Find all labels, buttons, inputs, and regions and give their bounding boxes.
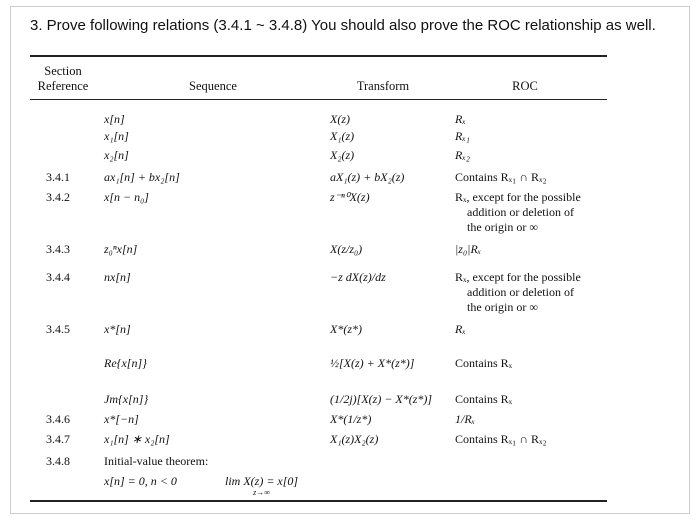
row-section: 3.4.3	[46, 242, 70, 256]
row-transform: X₂(z)	[330, 148, 355, 162]
roc-line: Rₓ, except for the possible	[455, 190, 581, 204]
row-roc: Contains Rₓ₁ ∩ Rₓ₂	[455, 432, 547, 446]
row-transform: −z dX(z)/dz	[330, 270, 386, 284]
row-roc: |z₀|Rₓ	[455, 242, 482, 256]
row-sequence: x[n − n₀]	[104, 190, 149, 204]
row-section: 3.4.5	[46, 322, 70, 336]
row-section: 3.4.1	[46, 170, 70, 184]
roc-continuation: addition or deletion of	[467, 205, 574, 219]
row-roc	[455, 190, 605, 235]
roc-line: Rₓ, except for the possible	[455, 270, 581, 284]
row-roc: Contains Rₓ	[455, 356, 513, 370]
row-roc: 1/Rₓ	[455, 412, 476, 426]
row-section: 3.4.8	[46, 454, 70, 468]
row-transform: X₁(z)X₂(z)	[330, 432, 379, 446]
row-section: 3.4.7	[46, 432, 70, 446]
row-transform: aX₁(z) + bX₂(z)	[330, 170, 405, 184]
table-top-rule	[30, 55, 607, 57]
row-roc: Rₓ₁	[455, 129, 470, 143]
header-transform: Transform	[356, 79, 410, 93]
row-roc: Rₓ	[455, 322, 466, 336]
row-sequence: x*[n]	[104, 322, 131, 336]
row-roc: Contains Rₓ₁ ∩ Rₓ₂	[455, 170, 547, 184]
initial-value-condition: x[n] = 0, n < 0	[104, 474, 177, 488]
row-sequence: ax₁[n] + bx₂[n]	[104, 170, 180, 184]
row-transform: X₁(z)	[330, 129, 355, 143]
row-sequence: x₂[n]	[104, 148, 129, 162]
table-bottom-rule	[30, 500, 607, 502]
row-roc: Rₓ₂	[455, 148, 470, 162]
row-sequence: x[n]	[104, 112, 125, 126]
row-roc: Rₓ	[455, 112, 466, 126]
row-sequence: z₀ⁿx[n]	[104, 242, 138, 256]
row-transform: X(z/z₀)	[330, 242, 363, 256]
row-transform: X(z)	[330, 112, 350, 126]
roc-continuation: the origin or ∞	[467, 300, 538, 314]
row-sequence: x₁[n] ∗ x₂[n]	[104, 432, 170, 446]
row-transform: X*(1/z*)	[330, 412, 372, 426]
row-sequence: Initial-value theorem:	[104, 454, 209, 468]
row-sequence: nx[n]	[104, 270, 131, 284]
row-sequence: x*[−n]	[104, 412, 139, 426]
limit-subscript: z→∞	[253, 488, 270, 497]
roc-continuation: the origin or ∞	[467, 220, 538, 234]
initial-value-limit	[225, 474, 298, 497]
row-section: 3.4.6	[46, 412, 70, 426]
roc-continuation: addition or deletion of	[467, 285, 574, 299]
row-section: 3.4.4	[46, 270, 70, 284]
header-sequence: Sequence	[189, 79, 237, 93]
table-header-rule	[30, 99, 607, 100]
row-sequence: Re{x[n]}	[104, 356, 147, 370]
question-text: 3. Prove following relations (3.4.1 ~ 3.4.8) You should also prove the ROC relationship as well.	[30, 17, 656, 34]
header-roc: ROC	[512, 79, 538, 93]
header-section-reference: Section Reference	[37, 64, 89, 93]
row-sequence: Jm{x[n]}	[104, 392, 149, 406]
limit-expression: lim X(z) = x[0]	[225, 474, 299, 488]
row-transform: ½[X(z) + X*(z*)]	[330, 356, 415, 370]
row-transform: z⁻ⁿ⁰X(z)	[330, 190, 370, 204]
row-transform: (1/2j)[X(z) − X*(z*)]	[330, 392, 433, 406]
row-roc: Contains Rₓ	[455, 392, 513, 406]
row-section: 3.4.2	[46, 190, 70, 204]
row-transform: X*(z*)	[330, 322, 362, 336]
row-roc	[455, 270, 605, 315]
row-sequence: x₁[n]	[104, 129, 129, 143]
